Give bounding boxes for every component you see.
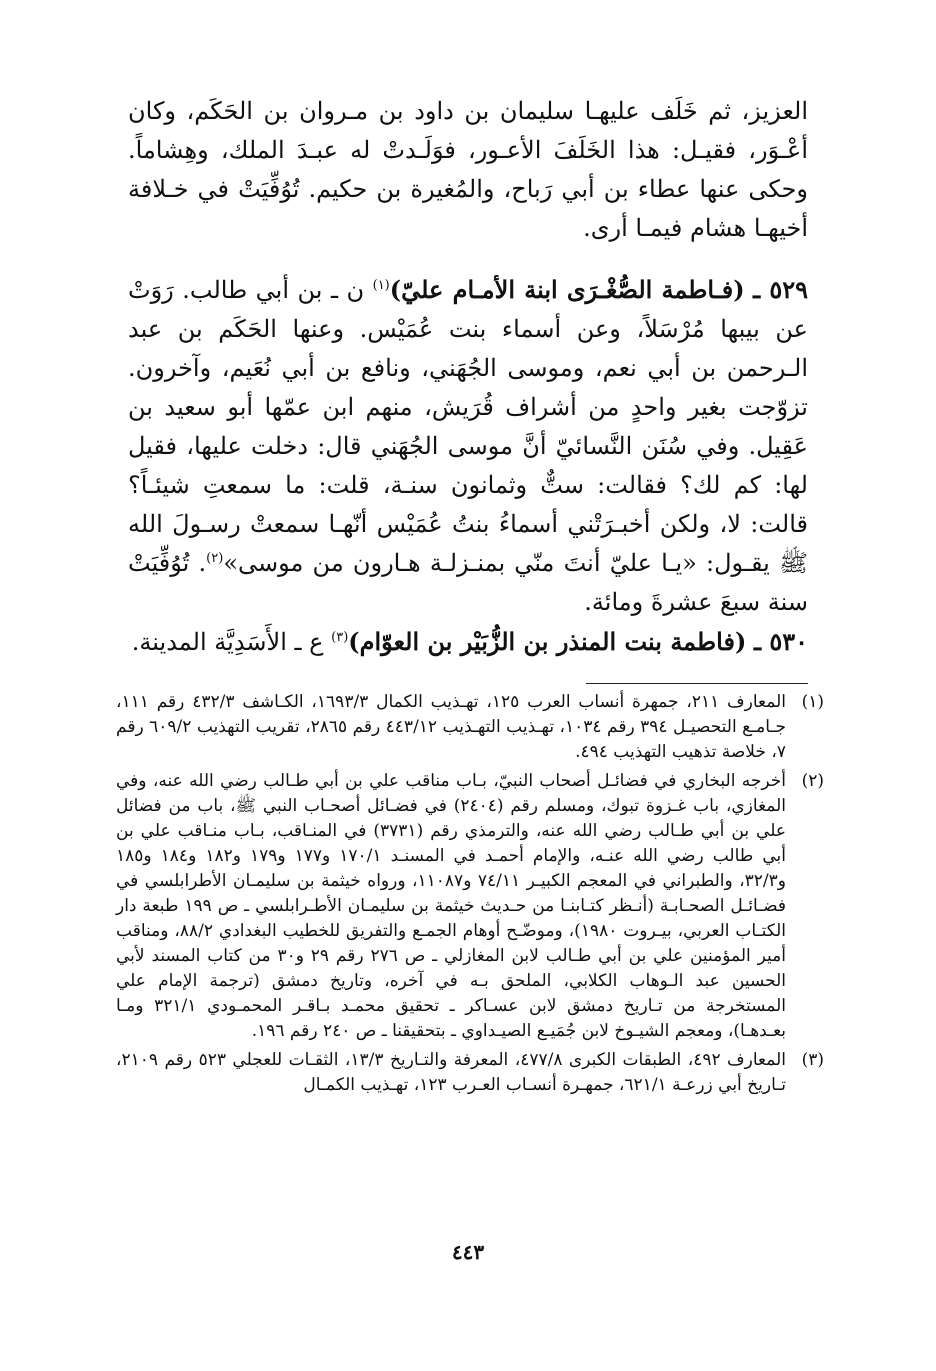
footnote-text: المعارف ٢١١، جمهرة أنساب العرب ١٢٥، تهـذيب الكمال ١٦٩٣/٣، الكـاشف ٤٣٢/٣ رقم ١١١، جـامـع التحصيـل ٣٩٤ رقم ١٠٣٤، تهـذيب التهـذيب ٤٤٣/١٢ رقم ٢٨٦٥، تقريب التهذيب ٦٠٩/٢ رقم ٧، خلاصة تذهيب التهذيب ٤٩٤. xyxy=(116,692,786,762)
entry-title: (فـاطمة الصُّغْـرَى ابنة الأمـام عليّ) xyxy=(389,275,745,304)
entry-529 xyxy=(128,270,808,622)
paragraph-continuation: العزيز، ثم خَلَف عليهـا سليمان بن داود بن مـروان بن الحَكَم، وكان أعْـوَر، فقيـل: هذا الخَلَفَ الأعـور، فوَلَـدتْ له عبـدَ الملك، وهِشاماً. وحكى عنها عطاء بن أبي رَباح، والمُغيرة بن حكيم. تُوُفِّيَتْ في خـلافة أخيهـا هشام فيمـا أرى. xyxy=(128,97,809,242)
footnote-mark: (٣) xyxy=(801,1050,824,1070)
footnote-ref: (٢) xyxy=(206,551,224,566)
footnote xyxy=(116,769,824,1044)
footnote-text: المعارف ٤٩٢، الطبقات الكبرى ٤٧٧/٨، المعرفة والتـاريخ ١٣/٣، الثقـات للعجلي ٥٢٣ رقم ٢١٠٩، تـاريخ أبي زرعـة ٦٢١/١، جمهـرة أنسـاب العـرب ١٢٣، تهـذيب الكمـال xyxy=(116,1050,786,1095)
footnote xyxy=(116,690,824,765)
entry-title: (فاطمة بنت المنذر بن الزُّبَيْر بن العوّام) xyxy=(348,627,747,656)
entry-text-tail: . تُوُفِّيَتْ سنة سبعَ عشرةَ ومائة. xyxy=(128,549,808,616)
main-text xyxy=(128,92,808,662)
entry-text: ع ـ الأَسَدِيَّة المدينة. xyxy=(131,628,324,656)
entry-number: ٥٣٠ ـ xyxy=(753,627,808,656)
footnote-mark: (١) xyxy=(801,692,824,712)
entry-text: ن ـ بن أبي طالب. رَوَتْ عن بيبها مُرْسَلاً، وعن أسماء بنت عُمَيْس. وعنها الحَكَم بن عبد الـرحمن بن أبي نعم، وموسى الجُهَني، ونافع بن أبي نُعَيم، وآخرون. تزوّجت بغير واحدٍ من أشراف قُرَيش، منهم ابن عمّها أبو سعيد بن عَقِيل. وفي سُنَن النَّسائيّ أنَّ موسى الجُهَني قال: دخلت عليها، فقيل لها: كم لك؟ فقالت: ستٌّ وثمانون سنـة، قلت: ما سمعتِ شيئـاً؟ قالت: لا، ولكن أخبـرَتْني أسماءُ بنتُ عُمَيْس أنّهـا سمعتْ رسـولَ الله ﷺ يقـول: «يـا عليّ أنتَ منّي بمنـزلـة هـارون من موسى» xyxy=(128,276,809,577)
entry-530 xyxy=(128,622,808,662)
footnote-separator xyxy=(586,683,808,684)
footnotes xyxy=(116,690,824,1102)
entry-number: ٥٢٩ ـ xyxy=(753,275,808,304)
footnote-text: أخرجه البخاري في فضائـل أصحاب النبيّ، بـاب مناقب علي بن أبي طـالب رضي الله عنه، وفي المغازي، باب غـزوة تبوك، ومسلم رقم (٢٤٠٤) في فضـائل أصحـاب النبي ﷺ، باب من فضائل علي بن أبي طـالب رضي الله عنه، والترمذي رقم (٣٧٣١) في المنـاقب، بـاب منـاقب علي بن أبي طالب رضي الله عنـه، والإمام أحمـد في المسنـد ١٧٠/١ و١٧٧ و١٧٩ و١٨٢ و١٨٤ و١٨٥ و٣٢/٣، والطبراني في المعجم الكبيـر ٧٤/١١ و١١٠٨٧، ورواه خيثمة بن سليمـان الأطرابلسي في فضـائـل الصحـابـة (أنـظر كتـابنـا من حـديث خيثمة بن سليمـان الأطـرابلسي ـ ص ١٩٩ طبعة دار الكتـاب العربي، بيـروت ١٩٨٠)، وموضّـح أوهام الجمـع والتفريق للخطيب البغدادي ٨٨/٢، ومناقب أمير المؤمنين علي بن أبي طـالب لابن المغازلي ـ ص ٢٧٦ رقم ٢٩ و٣٠ من كتاب المسند لأبي الحسين عبد الـوهاب الكلابي، الملحق بـه في آخره، وتاريخ دمشق (ترجمة الإمام علي المستخرجة من تـاريخ دمشق لابن عسـاكر ـ تحقيق محمـد بـاقـر المحمـودي ٣٢١/١ ومـا بعـدهـا)، ومعجم الشيـوخ لابن جُمَيـع الصيـداوي ـ بتحقيقنا ـ ص ٢٤٠ رقم ١٩٦. xyxy=(116,771,787,1041)
footnote-ref: (٣) xyxy=(331,630,349,645)
page-number: ٤٤٣ xyxy=(451,1240,485,1264)
footnote xyxy=(116,1048,824,1098)
footnote-ref: (١) xyxy=(372,278,390,293)
footnote-mark: (٢) xyxy=(801,771,824,791)
